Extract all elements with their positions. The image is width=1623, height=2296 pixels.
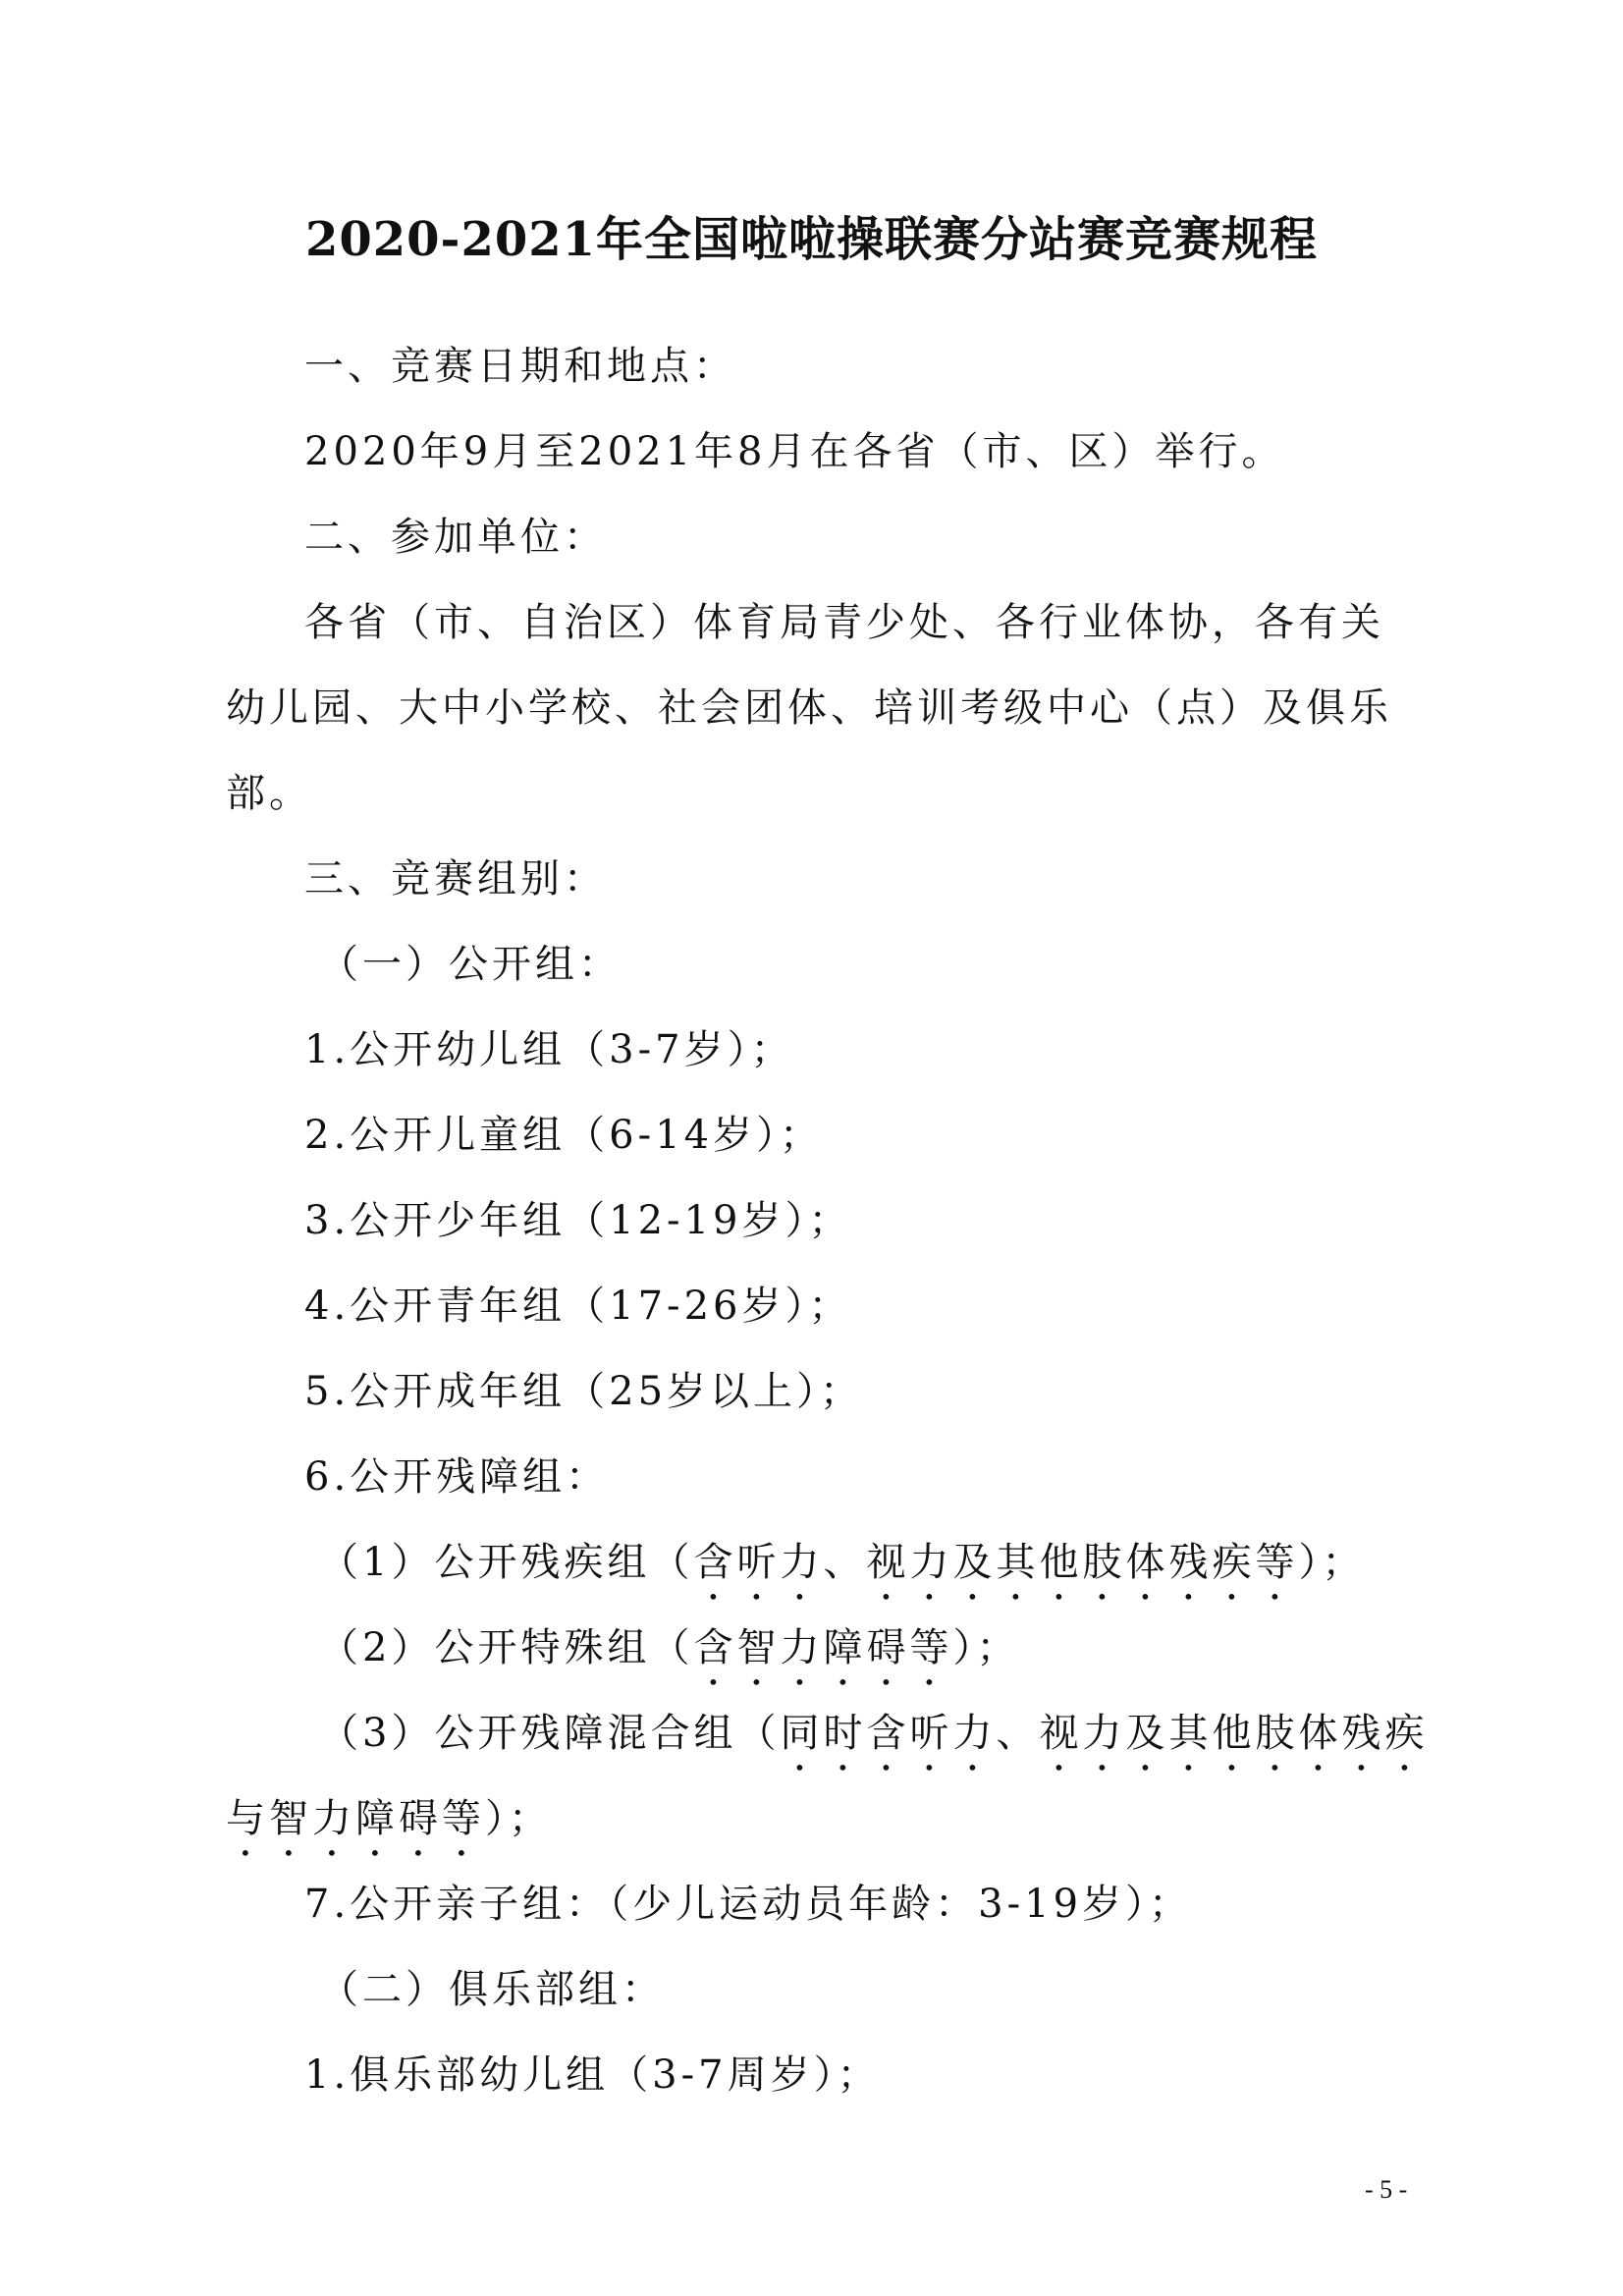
section-heading-date-location: 一、竞赛日期和地点： (304, 344, 736, 389)
emphasized-text: 含听力、视力及其他肢体残疾等 (693, 1540, 1299, 1585)
subsection-open-group: （一）公开组： (319, 942, 622, 987)
sub-list-item-text: ）； (952, 1625, 1020, 1670)
section-heading-groups: 三、竞赛组别： (304, 856, 607, 902)
list-item: 4.公开青年组（17-26岁）； (304, 1284, 852, 1329)
subsection-club-group: （二）俱乐部组： (319, 1967, 665, 2012)
sub-list-item-text: （3）公开残障混合组（ (319, 1711, 781, 1756)
list-item: 2.公开儿童组（6-14岁）； (304, 1113, 824, 1158)
emphasized-text: 同时含听力、视力及其他肢体残疾 (780, 1711, 1429, 1756)
paragraph-participants-line-2: 幼儿园、大中小学校、社会团体、培训考级中心（点）及俱乐 (226, 685, 1392, 731)
section-heading-participants: 二、参加单位： (304, 515, 607, 560)
sub-list-item-text: ）； (485, 1796, 552, 1841)
paragraph-date-location: 2020年9月至2021年8月在各省（市、区）举行。 (304, 429, 1285, 474)
list-item: 3.公开少年组（12-19岁）； (304, 1198, 852, 1243)
document-body (226, 324, 1429, 2118)
paragraph-participants-line-3: 部。 (226, 771, 312, 816)
sub-list-item-text: ）； (1298, 1540, 1366, 1585)
sub-list-item-continuation (226, 1777, 1424, 1862)
sub-list-item (226, 1606, 1424, 1691)
list-item: 1.俱乐部幼儿组（3-7周岁）； (304, 2052, 881, 2098)
sub-list-item (226, 1520, 1424, 1606)
emphasized-text: 含智力障碍等 (693, 1625, 953, 1670)
sub-list-item-text: （1）公开残疾组（ (319, 1540, 694, 1585)
emphasized-text: 与智力障碍等 (226, 1796, 485, 1841)
sub-list-item-text: （2）公开特殊组（ (319, 1625, 694, 1670)
list-item: 1.公开幼儿组（3-7岁）； (304, 1027, 794, 1072)
list-item: 7.公开亲子组：（少儿运动员年龄：3-19岁）； (304, 1882, 1193, 1927)
sub-list-item (226, 1691, 1429, 1777)
document-title: 2020-2021年全国啦啦操联赛分站赛竞赛规程 (304, 212, 1319, 267)
page-number: - 5 - (1365, 2175, 1408, 2204)
paragraph-participants-line-1: 各省（市、自治区）体育局青少处、各行业体协，各有关 (304, 600, 1384, 645)
list-item: 5.公开成年组（25岁以上）； (304, 1369, 864, 1414)
list-item: 6.公开残障组： (304, 1454, 610, 1500)
